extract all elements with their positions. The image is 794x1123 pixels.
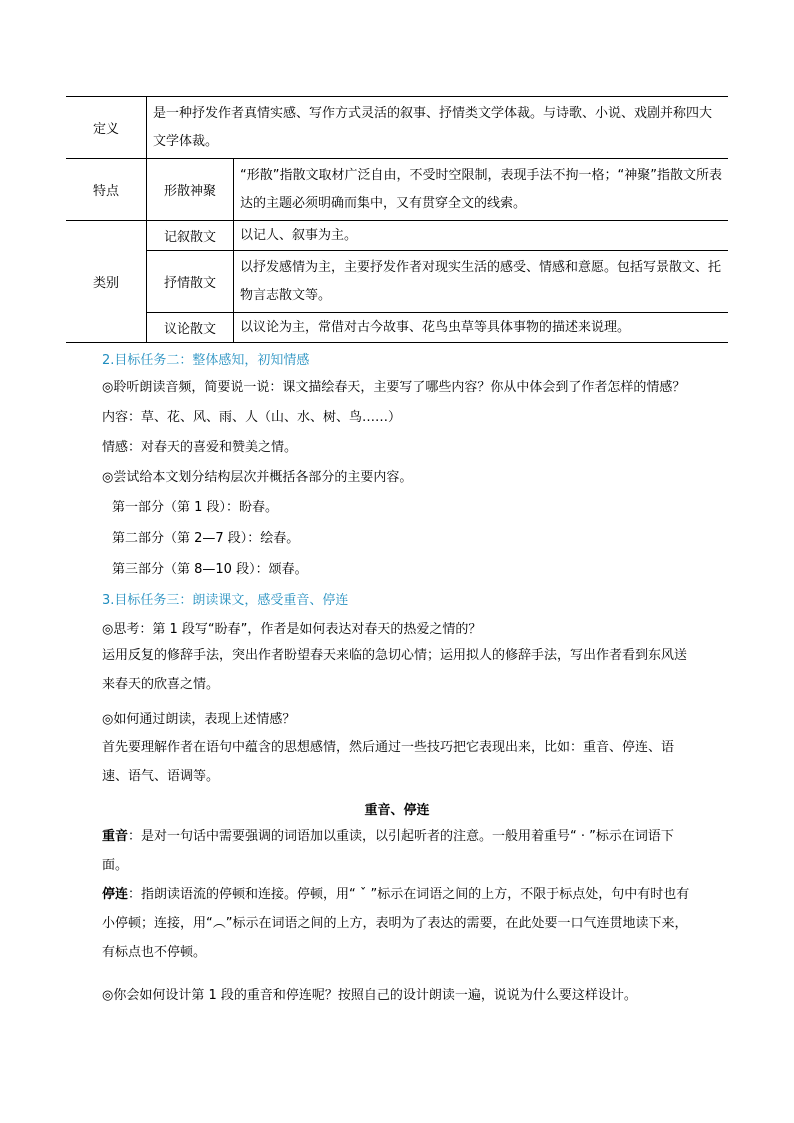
stress-label: 重音 xyxy=(102,829,129,844)
definition-text-content: 是一种抒发作者真情实感、写作方式灵活的叙事、抒情类文学体裁。与诗歌、小说、戏剧并称四大文学体裁。 xyxy=(153,105,713,149)
section3-question2: ◎如何通过朗读，表现上述情感？ xyxy=(102,712,296,727)
table-row-category-3 xyxy=(66,313,728,343)
category-text xyxy=(234,313,729,343)
pause-definition xyxy=(102,880,692,967)
category-sub-label: 抒情散文 xyxy=(147,251,234,313)
features-sub-label: 形散神聚 xyxy=(147,159,234,221)
table-header-categories: 类别 xyxy=(66,221,147,343)
features-text xyxy=(234,159,729,221)
section3-heading: 3.目标任务三：朗读课文，感受重音、停连 xyxy=(102,593,349,608)
section2-question2: ◎尝试给本文划分结构层次并概括各部分的主要内容。 xyxy=(102,470,413,485)
section2-emotion: 情感：对春天的喜爱和赞美之情。 xyxy=(102,440,298,455)
stress-definition xyxy=(102,822,692,880)
section2-part2: 第二部分（第 2—7 段）：绘春。 xyxy=(112,531,300,546)
section2-heading: 2.目标任务二：整体感知，初知情感 xyxy=(102,353,310,368)
table-row-definition xyxy=(66,97,728,159)
section2-part1: 第一部分（第 1 段）：盼春。 xyxy=(112,500,279,515)
table-header-definition: 定义 xyxy=(66,97,147,159)
category-text xyxy=(234,221,729,251)
category-text xyxy=(234,251,729,313)
stress-pause-box-title: 重音、停连 xyxy=(364,803,430,818)
table-row-category-1 xyxy=(66,221,728,251)
section2-content: 内容：草、花、风、雨、人（山、水、树、鸟……） xyxy=(102,410,402,425)
category-text-content: 以抒发感情为主，主要抒发作者对现实生活的感受、情感和意愿。包括写景散文、托物言志散文等。 xyxy=(240,259,722,303)
pause-label: 停连 xyxy=(102,887,129,902)
section3-answer2: 首先要理解作者在语句中蕴含的思想感情，然后通过一些技巧把它表现出来，比如：重音、停连、语速、语气、语调等。 xyxy=(102,740,675,784)
table-row-features xyxy=(66,159,728,221)
pause-text: ：指朗读语流的停顿和连接。停顿，用“ ˇ ”标示在词语之间的上方，不限于标点处，句中有时也有小停顿；连接，用“︵”标示在词语之间的上方，表明为了表达的需要，在此处要一口气连贯地读下来，有标点也不停顿。 xyxy=(102,887,690,960)
section2-question1: ◎聆听朗读音频，简要说一说：课文描绘春天，主要写了哪些内容？你从中体会到了作者怎样的情感？ xyxy=(102,380,686,395)
table-header-features: 特点 xyxy=(66,159,147,221)
table-row-category-2 xyxy=(66,251,728,313)
category-text-content: 以议论为主，常借对古今故事、花鸟虫草等具体事物的描述来说理。 xyxy=(240,319,631,335)
prose-info-table xyxy=(66,96,728,343)
category-sub-label: 议论散文 xyxy=(147,313,234,343)
category-sub-label: 记叙散文 xyxy=(147,221,234,251)
section3-question1: ◎思考：第 1 段写“盼春”，作者是如何表达对春天的热爱之情的？ xyxy=(102,622,482,637)
section2-part3: 第三部分（第 8—10 段）：颂春。 xyxy=(112,562,308,577)
category-text-content: 以记人、叙事为主。 xyxy=(240,227,358,243)
section3-question3: ◎你会如何设计第 1 段的重音和停连呢？按照自己的设计朗读一遍，说说为什么要这样设计。 xyxy=(102,988,637,1003)
features-text-content: “形散”指散文取材广泛自由，不受时空限制，表现手法不拘一格；“神聚”指散文所表达的主题必须明确而集中，又有贯穿全文的线索。 xyxy=(240,167,722,211)
stress-text: ：是对一句话中需要强调的词语加以重读，以引起听者的注意。一般用着重号“ · ”标示在词语下面。 xyxy=(102,829,674,873)
definition-text xyxy=(147,97,729,159)
section3-answer1: 运用反复的修辞手法，突出作者盼望春天来临的急切心情；运用拟人的修辞手法，写出作者看到东风送来春天的欣喜之情。 xyxy=(102,648,688,692)
